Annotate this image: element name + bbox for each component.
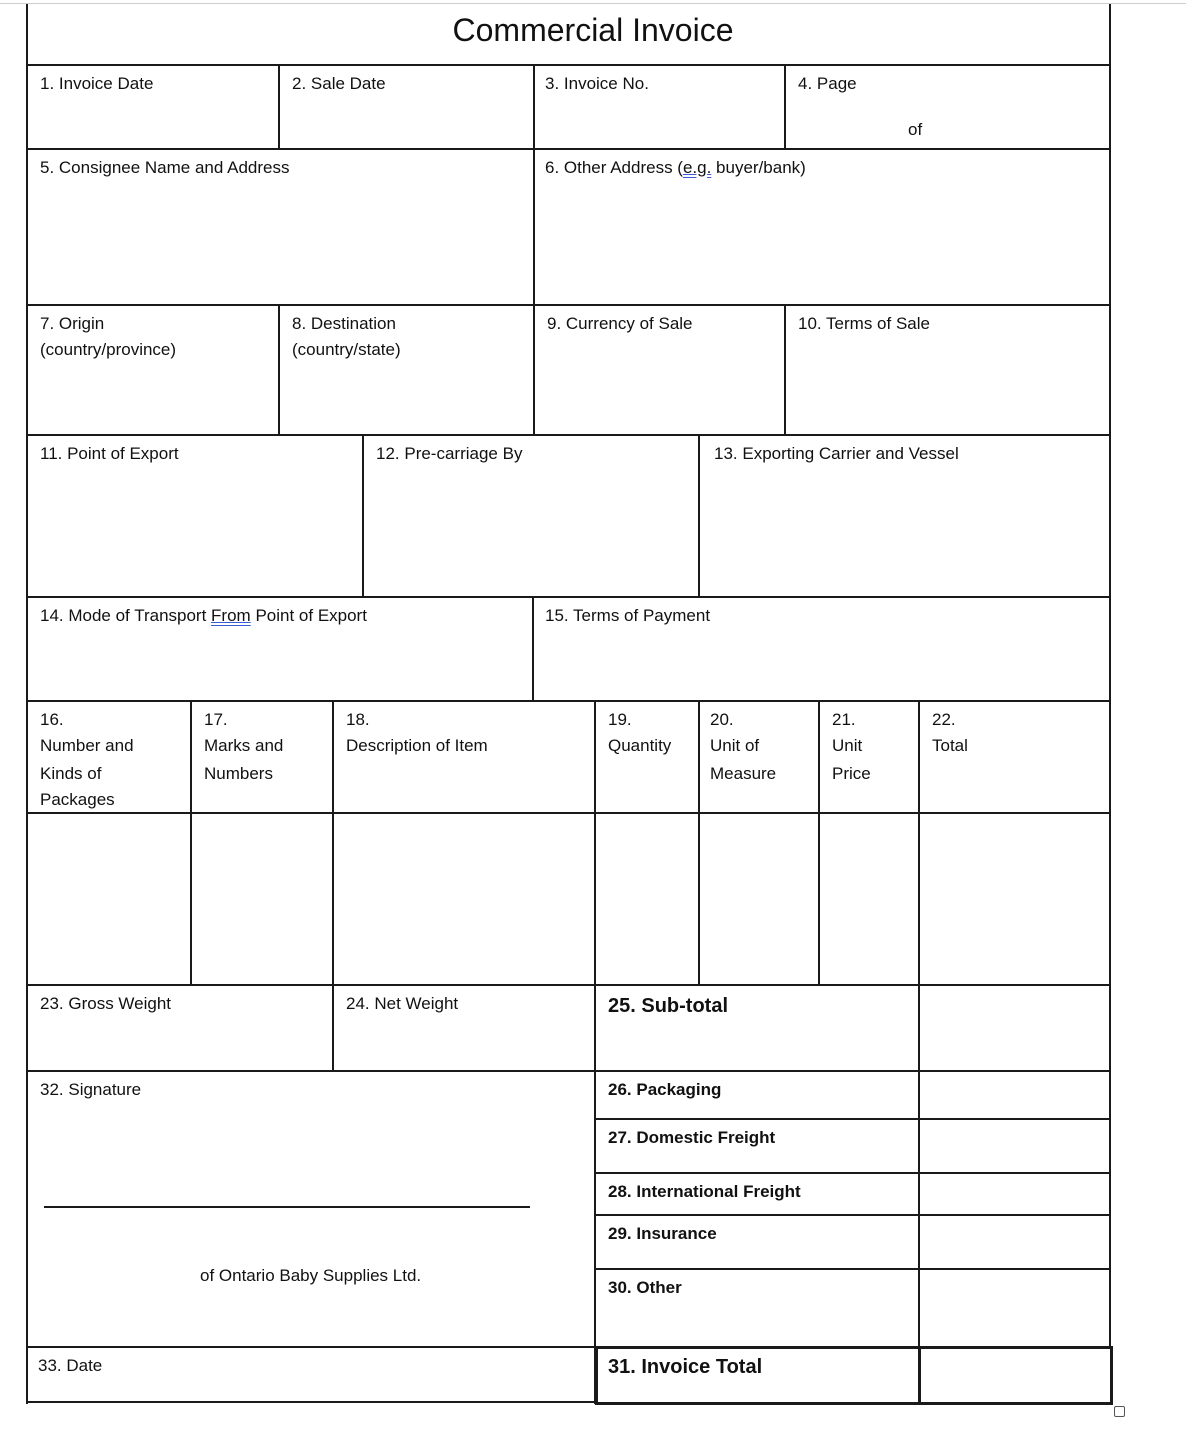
col16-l2: Number and [40, 736, 134, 755]
point-of-export-label: 11. Point of Export [40, 444, 179, 463]
insurance-label: 29. Insurance [608, 1224, 717, 1243]
rule [818, 700, 820, 986]
rule [594, 700, 596, 1404]
col20-l2: Unit of [710, 736, 760, 755]
col22-l2: Total [932, 736, 968, 755]
rule [362, 434, 364, 598]
from-word: From [211, 606, 251, 625]
origin-sublabel: (country/province) [40, 340, 177, 359]
rule [26, 812, 1111, 814]
rule [278, 64, 280, 150]
col18-l1: 18. [346, 710, 370, 729]
rule [26, 148, 1111, 150]
rule [596, 1214, 1111, 1216]
rule [26, 700, 1111, 702]
page-of-label: of [908, 120, 923, 139]
mode-prefix: 14. Mode of Transport [40, 606, 212, 625]
mode-of-transport-label [40, 602, 367, 629]
col17-l3: Numbers [204, 764, 273, 783]
invoice-total-box-left [595, 1346, 598, 1405]
rule [26, 1070, 1111, 1072]
rule [278, 304, 280, 436]
col21-l2: Unit [832, 736, 863, 755]
invoice-total-box-mid [918, 1346, 921, 1405]
table-resize-handle[interactable] [1114, 1406, 1125, 1417]
rule [596, 1268, 1111, 1270]
rule [596, 1172, 1111, 1174]
rule [190, 700, 192, 986]
other-charges-label: 30. Other [608, 1278, 682, 1297]
col19-l1: 19. [608, 710, 632, 729]
frame-right [1109, 4, 1111, 1348]
rule [26, 304, 1111, 306]
net-weight-label: 24. Net Weight [346, 994, 459, 1013]
rule [596, 1118, 1111, 1120]
rule [332, 700, 334, 1072]
other-address-prefix: 6. Other Address ( [545, 158, 683, 177]
col16-l1: 16. [40, 710, 64, 729]
rule [26, 434, 1111, 436]
other-address-label [545, 154, 806, 181]
page-top-edge [0, 3, 1186, 4]
rule [26, 596, 1111, 598]
invoice-total-box-bottom [596, 1402, 1113, 1405]
col17-l1: 17. [204, 710, 228, 729]
invoice-total-box-right [1110, 1346, 1113, 1405]
page-label: 4. Page [798, 74, 857, 93]
signature-line [44, 1206, 530, 1208]
international-freight-label: 28. International Freight [608, 1182, 801, 1201]
col20-l3: Measure [710, 764, 777, 783]
currency-label: 9. Currency of Sale [547, 314, 693, 333]
subtotal-label: 25. Sub-total [608, 995, 729, 1017]
rule [784, 304, 786, 436]
col16-l4: Packages [40, 790, 115, 809]
consignee-label: 5. Consignee Name and Address [40, 158, 290, 177]
rule [533, 64, 535, 436]
rule [784, 64, 786, 150]
terms-of-payment-label: 15. Terms of Payment [545, 606, 711, 625]
form-title: Commercial Invoice [452, 12, 734, 48]
packaging-label: 26. Packaging [608, 1080, 722, 1099]
domestic-freight-label: 27. Domestic Freight [608, 1128, 776, 1147]
col20-l1: 20. [710, 710, 734, 729]
frame-left [26, 4, 28, 1404]
carrier-vessel-label: 13. Exporting Carrier and Vessel [714, 444, 959, 463]
rule [698, 700, 700, 986]
col16-l3: Kinds of [40, 764, 102, 783]
col17-l2: Marks and [204, 736, 284, 755]
invoice-date-label: 1. Invoice Date [40, 74, 154, 93]
invoice-total-label: 31. Invoice Total [608, 1356, 763, 1378]
terms-of-sale-label: 10. Terms of Sale [798, 314, 930, 333]
signature-company: of Ontario Baby Supplies Ltd. [200, 1266, 422, 1285]
signature-label: 32. Signature [40, 1080, 142, 1099]
origin-label: 7. Origin [40, 314, 105, 333]
destination-label: 8. Destination [292, 314, 396, 333]
date-label: 33. Date [38, 1356, 103, 1375]
rule [532, 596, 534, 702]
rule [918, 700, 920, 1348]
frame-bottom [26, 1401, 596, 1403]
col22-l1: 22. [932, 710, 956, 729]
col19-l2: Quantity [608, 736, 672, 755]
rule [26, 64, 1111, 66]
pre-carriage-label: 12. Pre-carriage By [376, 444, 523, 463]
col21-l3: Price [832, 764, 871, 783]
other-address-suffix: buyer/bank) [711, 158, 806, 177]
destination-sublabel: (country/state) [292, 340, 401, 359]
col18-l2: Description of Item [346, 736, 488, 755]
mode-suffix: Point of Export [250, 606, 367, 625]
invoice-no-label: 3. Invoice No. [545, 74, 649, 93]
rule [26, 984, 1111, 986]
rule [26, 1346, 596, 1348]
gross-weight-label: 23. Gross Weight [40, 994, 172, 1013]
eg-abbreviation: e.g. [682, 158, 712, 177]
rule [698, 434, 700, 598]
invoice-total-box-top [596, 1346, 1113, 1349]
col21-l1: 21. [832, 710, 856, 729]
sale-date-label: 2. Sale Date [292, 74, 386, 93]
